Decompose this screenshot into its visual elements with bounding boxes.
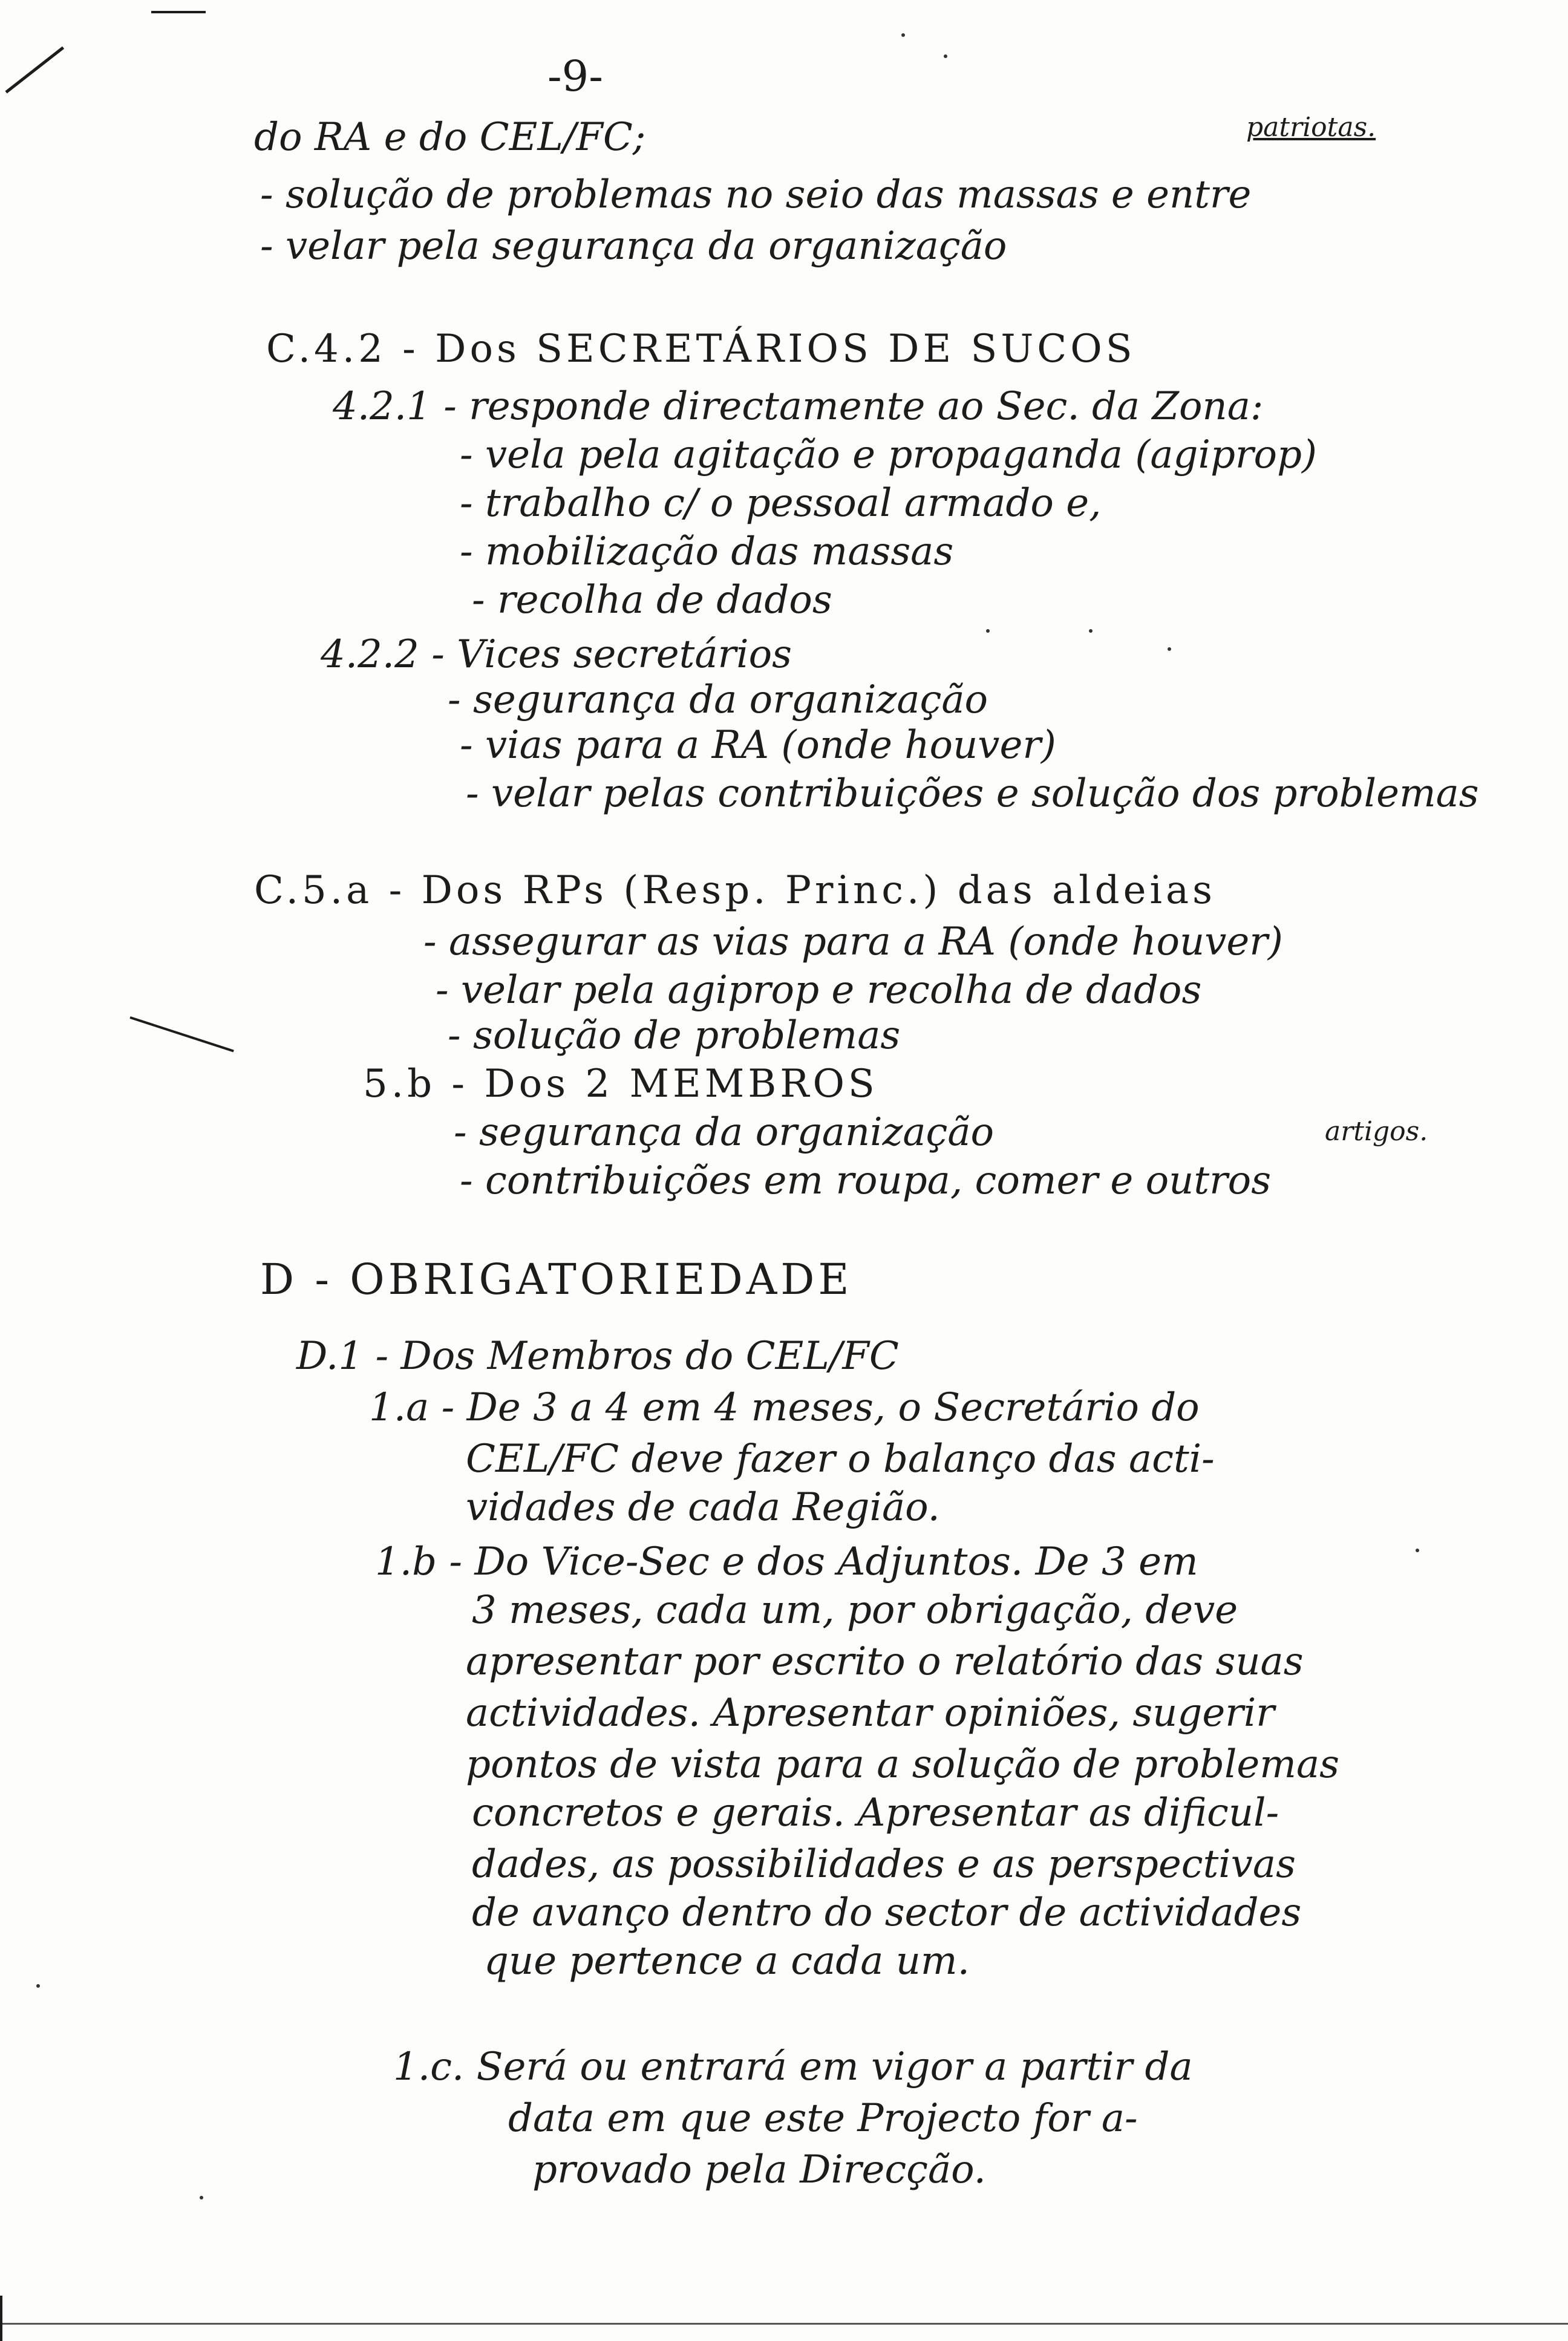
item-5a-a: - assegurar as vias para a RA (onde houver)	[423, 919, 1283, 964]
left-bracket-mark	[0, 2296, 2, 2341]
speck	[1416, 1549, 1419, 1552]
line-velar: - velar pela segurança da organização	[260, 224, 1007, 269]
item-5b-a: - segurança da organização	[454, 1110, 994, 1155]
heading-d: D - OBRIGATORIEDADE	[260, 1255, 853, 1304]
item-1b-l7: dades, as possibilidades e as perspectivas	[472, 1842, 1296, 1887]
page-number: -9-	[547, 51, 603, 101]
item-1a-l2: CEL/FC deve fazer o balanço das acti-	[466, 1437, 1215, 1481]
item-5a-c: - solução de problemas	[448, 1013, 901, 1058]
item-422: 4.2.2 - Vices secretários	[321, 632, 792, 677]
margin-note-artigos: artigos.	[1325, 1116, 1428, 1147]
item-421-b: - trabalho c/ o pessoal armado e,	[460, 481, 1102, 526]
item-d1: D.1 - Dos Membros do CEL/FC	[296, 1334, 899, 1379]
item-422-c: - velar pelas contribuições e solução dos problemas	[466, 771, 1479, 816]
item-421: 4.2.1 - responde directamente ao Sec. da Zona:	[333, 384, 1264, 429]
corner-mark	[151, 11, 206, 13]
item-422-b: - vias para a RA (onde houver)	[460, 723, 1056, 768]
item-1b-l8: de avanço dentro do sector de actividades	[472, 1890, 1302, 1935]
speck	[1089, 629, 1093, 633]
item-1b-l3: apresentar por escrito o relatório das suas	[466, 1639, 1304, 1684]
speck	[944, 54, 947, 58]
line-solucao: - solução de problemas no seio das massas e entre	[260, 172, 1252, 217]
item-421-a: - vela pela agitação e propaganda (agiprop)	[460, 433, 1317, 477]
item-1a: 1.a - De 3 a 4 em 4 meses, o Secretário do	[369, 1385, 1200, 1430]
heading-c42: C.4.2 - Dos SECRETÁRIOS DE SUCOS	[266, 327, 1136, 371]
item-1b-l9: que pertence a cada um.	[484, 1939, 970, 1983]
line-continuation: do RA e do CEL/FC;	[254, 115, 646, 160]
item-422-a: - segurança da organização	[448, 677, 988, 722]
item-1c-l2: data em que este Projecto for a-	[508, 2096, 1138, 2141]
speck	[36, 1984, 40, 1988]
item-421-d: - recolha de dados	[472, 578, 832, 622]
item-1c-l3: provado pela Direcção.	[532, 2147, 986, 2192]
item-1b-l2: 3 meses, cada um, por obrigação, deve	[472, 1588, 1238, 1633]
item-1a-l3: vidades de cada Região.	[466, 1485, 940, 1530]
item-421-c: - mobilização das massas	[460, 529, 954, 574]
speck	[1168, 647, 1171, 651]
speck	[986, 629, 990, 633]
item-1c: 1.c. Será ou entrará em vigor a partir da	[393, 2045, 1193, 2089]
bottom-edge-line	[0, 2323, 1568, 2325]
margin-note-top: patriotas.	[1246, 112, 1376, 143]
item-5a-b: - velar pela agiprop e recolha de dados	[436, 968, 1202, 1013]
speck	[200, 2196, 203, 2199]
stray-stroke	[129, 1016, 234, 1052]
heading-5b: 5.b - Dos 2 MEMBROS	[363, 1062, 878, 1106]
left-edge-stroke	[5, 47, 64, 94]
item-1b-l5: pontos de vista para a solução de problemas	[466, 1742, 1339, 1787]
item-5b-b: - contribuições em roupa, comer e outros	[460, 1158, 1272, 1203]
item-1b-l4: actividades. Apresentar opiniões, sugerir	[466, 1691, 1275, 1735]
heading-c5a: C.5.a - Dos RPs (Resp. Princ.) das aldeias	[254, 868, 1216, 913]
item-1b: 1.b - Do Vice-Sec e dos Adjuntos. De 3 em	[375, 1539, 1198, 1584]
speck	[901, 33, 905, 37]
item-1b-l6: concretos e gerais. Apresentar as dificul-	[472, 1791, 1279, 1835]
